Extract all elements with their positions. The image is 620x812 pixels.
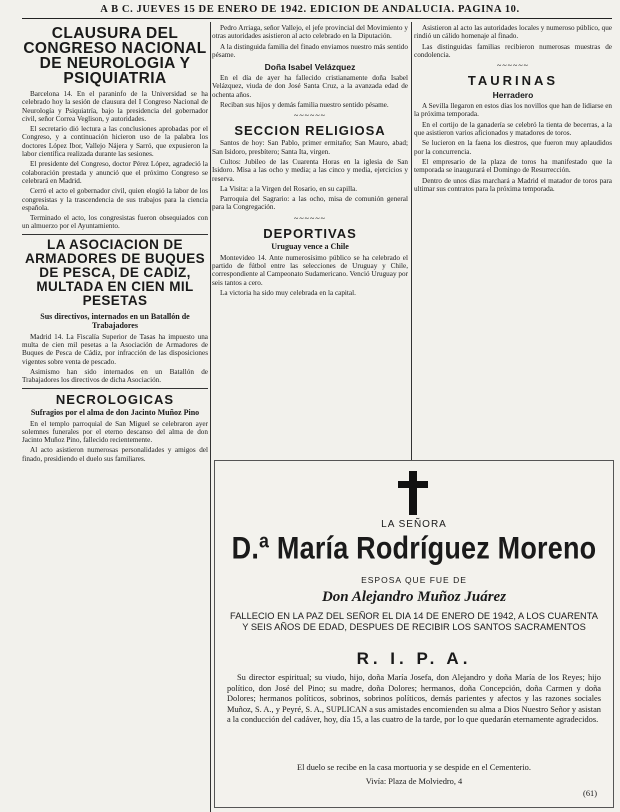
cross-horizontal bbox=[398, 481, 428, 488]
column-divider-1 bbox=[210, 22, 211, 812]
article-paragraph: La Visita: a la Virgen del Rosario, en su capilla. bbox=[220, 184, 358, 193]
article-paragraph: Reciban sus hijos y demás familia nuestro sentido pésame. bbox=[220, 101, 389, 110]
ornament-divider: ~~~~~~ bbox=[497, 61, 529, 71]
obituary-esposa: ESPOSA QUE FUE DE bbox=[361, 575, 467, 585]
headline-religiosa: SECCION RELIGIOSA bbox=[234, 123, 386, 139]
obituary-deceased-name: D.ª María Rodríguez Moreno bbox=[231, 530, 597, 566]
subheadline-necrologicas: Sufragios por el alma de don Jacinto Muñoz Pino bbox=[30, 407, 200, 417]
article-paragraph: Al acto asistieron numerosas personalidades y amigos del finado, presidiendo el duelo sus familiares. bbox=[22, 446, 208, 463]
article-paragraph: Se lucieron en la faena los diestros, que fueron muy aplaudidos por la concurrencia. bbox=[414, 139, 612, 156]
article-paragraph: El presidente del Congreso, doctor Pérez López, agradeció la colaboración prestada y anunció que el próximo Congreso se celebrará en Madrid. bbox=[22, 160, 208, 185]
top-rule bbox=[22, 18, 612, 19]
article-paragraph: Montevideo 14. Ante numerosísimo público se ha celebrado el partido de fútbol entre las selecciones de Uruguay y Chile, correspondiente al Campeonato Sudamericano. Venció Uruguay por seis tantos a cero. bbox=[212, 253, 408, 287]
headline-armadores: LA ASOCIACION DE ARMADORES DE BUQUES DE PESCA, DE CADIZ, MULTADA EN CIEN MIL PESETAS bbox=[24, 236, 206, 308]
article-paragraph: En el cortijo de la ganadería se celebró la tienta de becerras, a la que asistieron varios aficionados y matadores de toros. bbox=[414, 120, 612, 138]
obituary-reference: (61) bbox=[583, 789, 597, 798]
article-paragraph: Asistieron al acto las autoridades locales y numeroso público, que rindió un cálido homenaje al finado. bbox=[414, 24, 612, 41]
article-paragraph: El empresario de la plaza de toros ha manifestado que la temporada se inaugurará el Domingo de Resurrección. bbox=[414, 157, 612, 175]
obituary-notice bbox=[214, 460, 614, 808]
subheadline-armadores: Sus directivos, internados en un Batallón de Trabajadores bbox=[40, 311, 190, 330]
article-paragraph: Pedro Arriaga, señor Vallejo, el jefe provincial del Movimiento y otras autoridades asistieron al acto celebrado en la Diputación. bbox=[212, 24, 408, 41]
cross-icon bbox=[398, 471, 428, 515]
column-right bbox=[414, 24, 612, 410]
article-paragraph: Dentro de unos días marchará a Madrid el matador de toros para ultimar sus contratos para la próxima temporada. bbox=[414, 176, 612, 193]
obituary-death-notice: FALLECIO EN LA PAZ DEL SEÑOR EL DIA 14 DE ENERO DE 1942, A LOS CUARENTA Y SEIS AÑOS DE EDAD, DESPUES DE RECIBIR LOS SANTOS SACRAMENTOS bbox=[230, 611, 598, 632]
article-paragraph: La victoria ha sido muy celebrada en la capital. bbox=[220, 288, 356, 297]
headline-taurinas: TAURINAS bbox=[467, 73, 559, 89]
obituary-la-senora: LA SEÑORA bbox=[381, 519, 447, 530]
column-divider-2 bbox=[411, 22, 412, 460]
subheadline-herradero: Herradero bbox=[492, 90, 534, 101]
article-paragraph: En el templo parroquial de San Miguel se celebraron ayer solemnes funerales por el eterno descanso del alma de don Jacinto Muñoz Pino, fallecido recientemente. bbox=[22, 419, 208, 445]
article-paragraph: A la distinguida familia del finado enviamos nuestro más sentido pésame. bbox=[212, 42, 408, 59]
headline-congreso: CLAUSURA DEL CONGRESO NACIONAL DE NEUROLOGIA Y PSIQUIATRIA bbox=[23, 25, 207, 87]
article-paragraph: En el día de ayer ha fallecido cristianamente doña Isabel Velázquez, viuda de don José Santa Cruz, a la avanzada edad de ochenta años. bbox=[212, 74, 408, 99]
article-paragraph: Santos de hoy: San Pablo, primer ermitaño; San Mauro, abad; San Isidoro, presbítero; Santa Ita, virgen. bbox=[212, 139, 408, 156]
column-left bbox=[22, 24, 208, 812]
obituary-duelo: El duelo se recibe en la casa mortuoria y se despide en el Cementerio. bbox=[297, 763, 531, 772]
cross-vertical bbox=[409, 471, 417, 515]
article-paragraph: Parroquia del Sagrario: a las ocho, misa de comunión general para la Congregación. bbox=[212, 195, 408, 212]
subheadline-deportivas: Uruguay vence a Chile bbox=[271, 241, 349, 251]
section-rule bbox=[22, 388, 208, 389]
article-paragraph: Barcelona 14. En el paraninfo de la Universidad se ha celebrado hoy la sesión de clausura del I Congreso Nacional de Neurología y Psiquiatría, bajo la presidencia del gobernador civil, señor Correa Veglison, y autoridades. bbox=[22, 90, 208, 123]
article-paragraph: Cerró el acto el gobernador civil, quien elogió la labor de los congresistas y la trascendencia de sus trabajos para la ciencia española. bbox=[22, 187, 208, 212]
article-paragraph: Terminado el acto, los congresistas fueron obsequiados con un almuerzo por el Ayuntamiento. bbox=[22, 214, 208, 231]
article-paragraph: Asimismo han sido internados en un Batallón de Trabajadores los directivos de dicha Asociación. bbox=[22, 367, 208, 385]
page-masthead: A B C. JUEVES 15 DE ENERO DE 1942. EDICION DE ANDALUCIA. PAGINA 10. bbox=[100, 4, 520, 15]
headline-necrologicas: NECROLOGICAS bbox=[55, 391, 175, 407]
obituary-husband-name: Don Alejandro Muñoz Juárez bbox=[321, 589, 507, 605]
article-paragraph: Las distinguidas familias recibieron numerosas muestras de condolencia. bbox=[414, 42, 612, 59]
ornament-divider: ~~~~~~ bbox=[294, 111, 326, 121]
article-paragraph: El secretario dió lectura a las conclusiones aprobadas por el Congreso, y a continuación hicieron uso de la palabra los doctores López Ibor, Vallejo Nájera y Sarró, que expusieron la labor científica realizada durante las sesiones. bbox=[22, 125, 208, 159]
subheadline-velazquez: Doña Isabel Velázquez bbox=[264, 62, 356, 73]
article-paragraph: A Sevilla llegaron en estos días los novillos que han de lidiarse en la próxima temporada. bbox=[414, 102, 612, 119]
article-paragraph: Cultos: Jubileo de las Cuarenta Horas en la iglesia de San Isidoro. Misa a las ocho y media; a las cinco y media, ejercicios y reserva. bbox=[212, 157, 408, 183]
column-middle bbox=[212, 24, 408, 384]
ornament-divider: ~~~~~~ bbox=[294, 213, 326, 223]
article-paragraph: Madrid 14. La Fiscalía Superior de Tasas ha impuesto una multa de cien mil pesetas a la Asociación de Armadores de Buques de Pesca de Cádiz, por infracción de las disposiciones vigentes sobre venta de pescado. bbox=[22, 332, 208, 366]
obituary-body: Su director espiritual; su viudo, hijo, doña María Josefa, don Alejandro y doña María de los Reyes; hijo político, don José del Pino; su madre, doña Dolores; hermanos, doña Concepción, doña Carmen y doña Dolores; hermanos políticos, sobrinos, sobrinos políticos, demás parientes y afectos y las razones sociales Muñoz, S. A., y Peyré, S. A., SUPLICAN a sus amistades encomienden su alma a Dios Nuestro Señor y asistan a la conducción del cadáver, hoy, día 15, a las cuatro de la tarde, por lo que quedarán eternamente agradecidos. bbox=[227, 673, 601, 725]
obituary-ripa: R. I. P. A. bbox=[356, 649, 472, 668]
headline-deportivas: DEPORTIVAS bbox=[263, 225, 357, 241]
section-rule bbox=[22, 234, 208, 235]
obituary-address: Vivía: Plaza de Molviedro, 4 bbox=[365, 777, 463, 786]
